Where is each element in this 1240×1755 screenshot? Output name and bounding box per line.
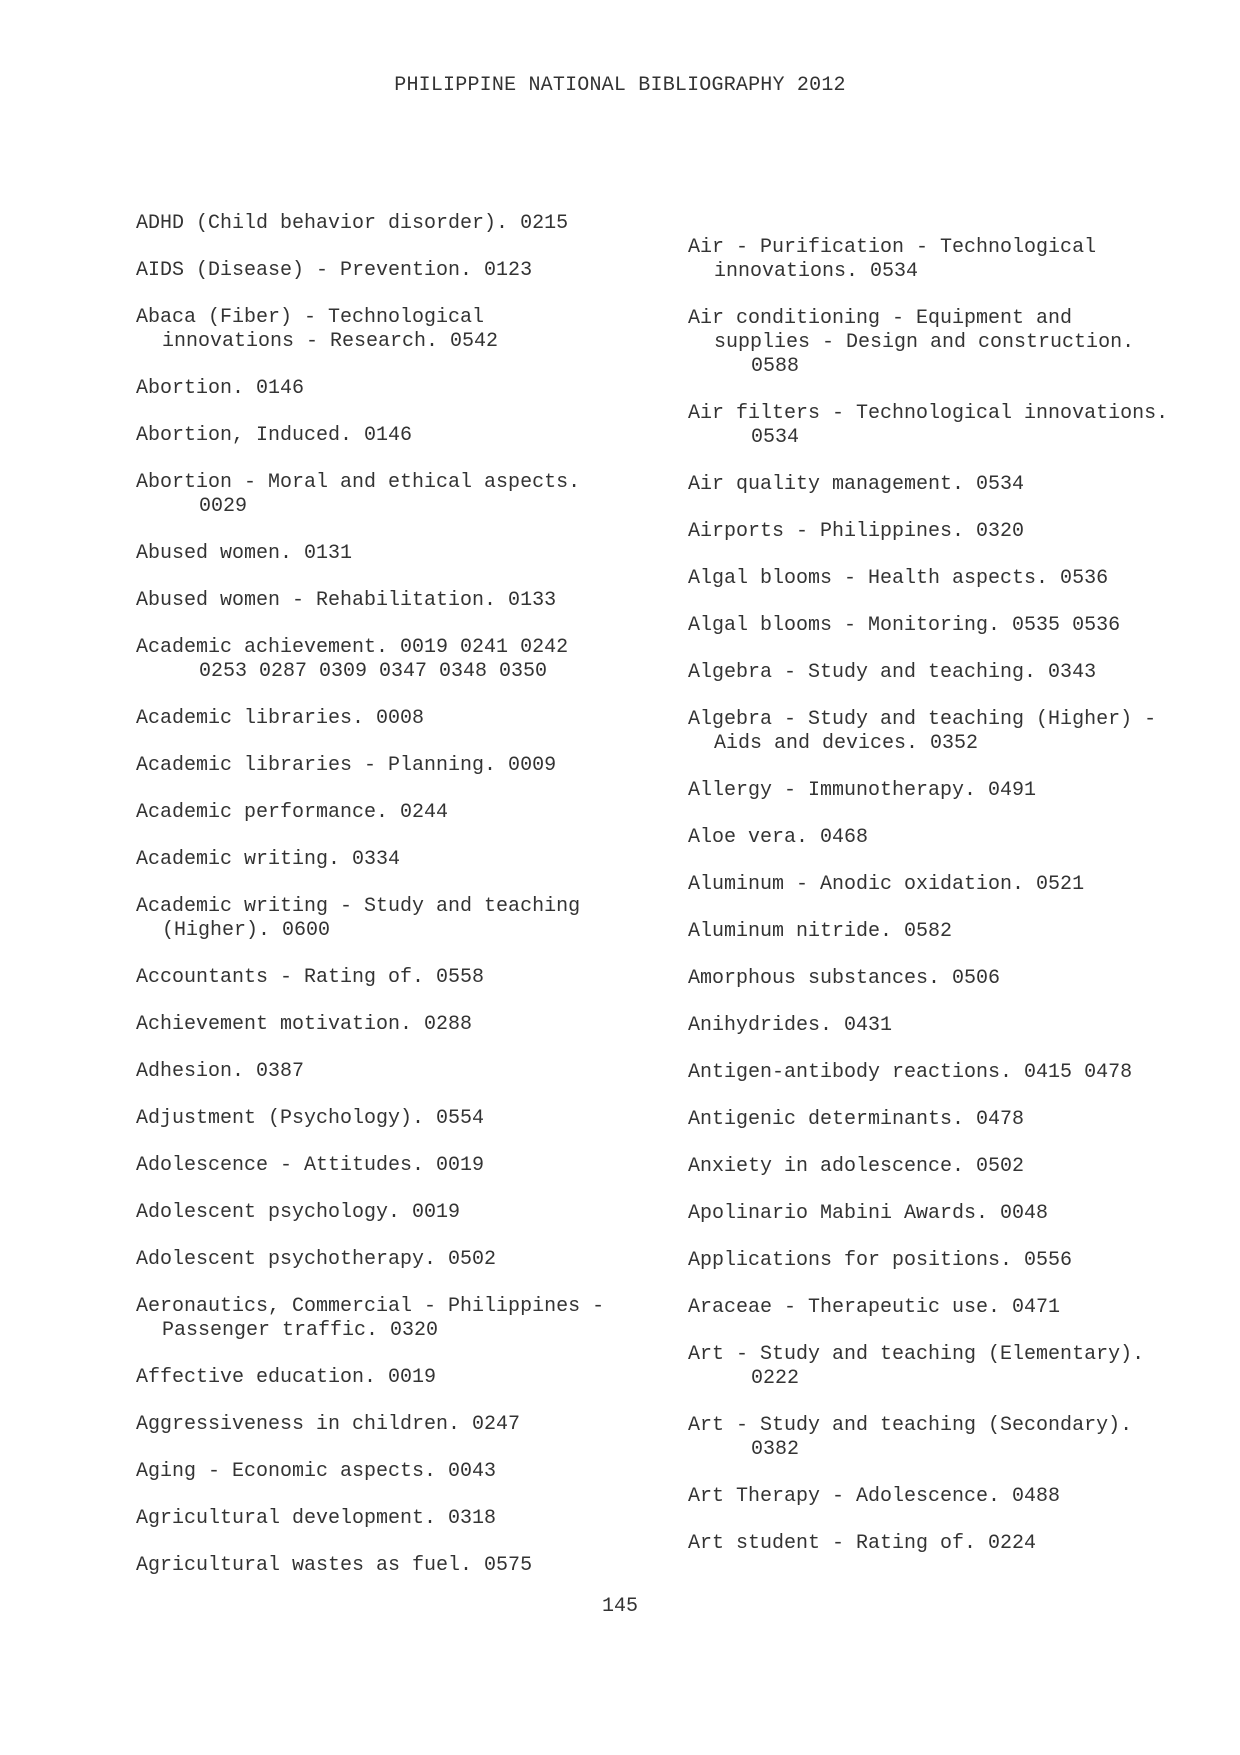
index-entry <box>688 1532 1208 1556</box>
index-entry-heading: Allergy - Immunotherapy. 0491 <box>688 779 1037 802</box>
index-entry-heading: ADHD (Child behavior disorder). 0215 <box>136 212 569 235</box>
index-entry-continuation: (Higher). 0600 <box>162 919 331 942</box>
index-entry <box>136 1366 656 1390</box>
index-entry-continuation: supplies - Design and construction. <box>714 331 1135 354</box>
index-entry-heading: Algal blooms - Monitoring. 0535 0536 <box>688 614 1121 637</box>
index-entry <box>136 707 656 731</box>
index-entry <box>688 1155 1208 1179</box>
index-entry <box>136 966 656 990</box>
index-entry <box>688 967 1208 991</box>
index-entry-heading: Abused women. 0131 <box>136 542 353 565</box>
index-entry <box>688 920 1208 944</box>
index-entry <box>688 1485 1208 1509</box>
index-entry <box>136 306 656 354</box>
index-entry <box>688 779 1208 803</box>
index-entry <box>136 1554 656 1578</box>
index-entry-heading: Aloe vera. 0468 <box>688 826 869 849</box>
index-entry-heading: Academic writing - Study and teaching <box>136 895 581 918</box>
index-entry-heading: Adjustment (Psychology). 0554 <box>136 1107 485 1130</box>
index-entry <box>688 520 1208 544</box>
index-entry-heading: Affective education. 0019 <box>136 1366 437 1389</box>
index-entry <box>688 614 1208 638</box>
index-entry <box>136 1154 656 1178</box>
index-entry <box>136 848 656 872</box>
index-entry-heading: Academic libraries. 0008 <box>136 707 425 730</box>
index-entry-continuation: 0534 <box>751 426 800 449</box>
index-entry-heading: Abaca (Fiber) - Technological <box>136 306 485 329</box>
index-entry <box>136 801 656 825</box>
index-entry-heading: Algebra - Study and teaching (Higher) - <box>688 708 1157 731</box>
index-entry <box>688 1061 1208 1085</box>
index-entry <box>136 542 656 566</box>
index-entry-heading: Accountants - Rating of. 0558 <box>136 966 485 989</box>
index-entry-heading: Algebra - Study and teaching. 0343 <box>688 661 1097 684</box>
index-entry-heading: Academic writing. 0334 <box>136 848 401 871</box>
index-entry-heading: Air conditioning - Equipment and <box>688 307 1073 330</box>
index-column-left <box>136 212 656 1601</box>
index-entry-heading: Airports - Philippines. 0320 <box>688 520 1025 543</box>
index-entry-heading: AIDS (Disease) - Prevention. 0123 <box>136 259 533 282</box>
index-entry-continuation: 0588 <box>751 355 800 378</box>
index-entry <box>688 1296 1208 1320</box>
index-entry-heading: Adolescent psychology. 0019 <box>136 1201 461 1224</box>
index-entry-heading: Aggressiveness in children. 0247 <box>136 1413 521 1436</box>
index-entry <box>136 1413 656 1437</box>
page-header: PHILIPPINE NATIONAL BIBLIOGRAPHY 2012 <box>394 74 846 97</box>
index-entry-heading: Agricultural development. 0318 <box>136 1507 497 1530</box>
index-entry <box>136 377 656 401</box>
index-entry <box>688 1202 1208 1226</box>
index-entry <box>136 1507 656 1531</box>
index-entry-heading: Art Therapy - Adolescence. 0488 <box>688 1485 1061 1508</box>
index-entry-heading: Art - Study and teaching (Elementary). <box>688 1343 1145 1366</box>
index-entry <box>136 1248 656 1272</box>
index-entry-heading: Antigenic determinants. 0478 <box>688 1108 1025 1131</box>
index-entry-heading: Achievement motivation. 0288 <box>136 1013 473 1036</box>
index-entry-continuation: Passenger traffic. 0320 <box>162 1319 439 1342</box>
index-entry-heading: Antigen-antibody reactions. 0415 0478 <box>688 1061 1133 1084</box>
index-entry-heading: Applications for positions. 0556 <box>688 1249 1073 1272</box>
index-entry <box>688 473 1208 497</box>
index-entry <box>136 895 656 943</box>
index-entry <box>136 424 656 448</box>
index-entry <box>136 754 656 778</box>
index-entry <box>136 259 656 283</box>
index-entry <box>688 708 1208 756</box>
index-entry-heading: Air quality management. 0534 <box>688 473 1025 496</box>
index-entry <box>136 1460 656 1484</box>
index-entry-heading: Air - Purification - Technological <box>688 236 1097 259</box>
index-entry <box>688 402 1208 450</box>
index-entry-continuation: 0382 <box>751 1438 800 1461</box>
index-entry-heading: Adolescence - Attitudes. 0019 <box>136 1154 485 1177</box>
index-entry-heading: Anihydrides. 0431 <box>688 1014 893 1037</box>
index-entry <box>136 1295 656 1343</box>
index-entry-heading: Amorphous substances. 0506 <box>688 967 1001 990</box>
index-entry-heading: Abortion. 0146 <box>136 377 305 400</box>
index-entry-heading: Air filters - Technological innovations. <box>688 402 1169 425</box>
index-entry-heading: Agricultural wastes as fuel. 0575 <box>136 1554 533 1577</box>
index-entry-heading: Art - Study and teaching (Secondary). <box>688 1414 1133 1437</box>
index-entry <box>688 236 1208 284</box>
index-entry-heading: Abortion, Induced. 0146 <box>136 424 413 447</box>
index-entry-heading: Academic performance. 0244 <box>136 801 449 824</box>
index-entry <box>688 1249 1208 1273</box>
index-entry <box>136 471 656 519</box>
index-column-right <box>688 236 1208 1579</box>
index-entry-heading: Academic achievement. 0019 0241 0242 <box>136 636 569 659</box>
index-entry-heading: Aeronautics, Commercial - Philippines - <box>136 1295 605 1318</box>
index-entry-heading: Araceae - Therapeutic use. 0471 <box>688 1296 1061 1319</box>
index-entry-heading: Adhesion. 0387 <box>136 1060 305 1083</box>
index-entry-heading: Algal blooms - Health aspects. 0536 <box>688 567 1109 590</box>
index-entry-heading: Art student - Rating of. 0224 <box>688 1532 1037 1555</box>
index-entry <box>136 1201 656 1225</box>
index-entry-heading: Adolescent psychotherapy. 0502 <box>136 1248 497 1271</box>
index-entry-heading: Aluminum - Anodic oxidation. 0521 <box>688 873 1085 896</box>
index-entry <box>136 589 656 613</box>
index-entry <box>688 1014 1208 1038</box>
index-entry <box>136 1060 656 1084</box>
index-entry <box>136 636 656 684</box>
index-entry <box>688 307 1208 379</box>
index-entry-heading: Apolinario Mabini Awards. 0048 <box>688 1202 1049 1225</box>
index-entry-heading: Abused women - Rehabilitation. 0133 <box>136 589 557 612</box>
index-entry <box>688 1108 1208 1132</box>
index-entry <box>688 1414 1208 1462</box>
index-entry-continuation: innovations. 0534 <box>714 260 919 283</box>
index-entry-continuation: 0222 <box>751 1367 800 1390</box>
index-entry-continuation: 0253 0287 0309 0347 0348 0350 <box>199 660 548 683</box>
index-entry-continuation: 0029 <box>199 495 248 518</box>
index-entry-heading: Academic libraries - Planning. 0009 <box>136 754 557 777</box>
index-entry-heading: Aging - Economic aspects. 0043 <box>136 1460 497 1483</box>
index-entry <box>688 661 1208 685</box>
index-entry-continuation: Aids and devices. 0352 <box>714 732 979 755</box>
index-entry <box>688 873 1208 897</box>
index-entry <box>136 1107 656 1131</box>
page-number: 145 <box>601 1595 638 1618</box>
index-entry <box>688 826 1208 850</box>
index-entry <box>136 1013 656 1037</box>
index-entry <box>688 1343 1208 1391</box>
index-entry-heading: Anxiety in adolescence. 0502 <box>688 1155 1025 1178</box>
index-entry-heading: Abortion - Moral and ethical aspects. <box>136 471 581 494</box>
index-entry <box>136 212 656 236</box>
index-entry-continuation: innovations - Research. 0542 <box>162 330 499 353</box>
index-entry <box>688 567 1208 591</box>
index-entry-heading: Aluminum nitride. 0582 <box>688 920 953 943</box>
